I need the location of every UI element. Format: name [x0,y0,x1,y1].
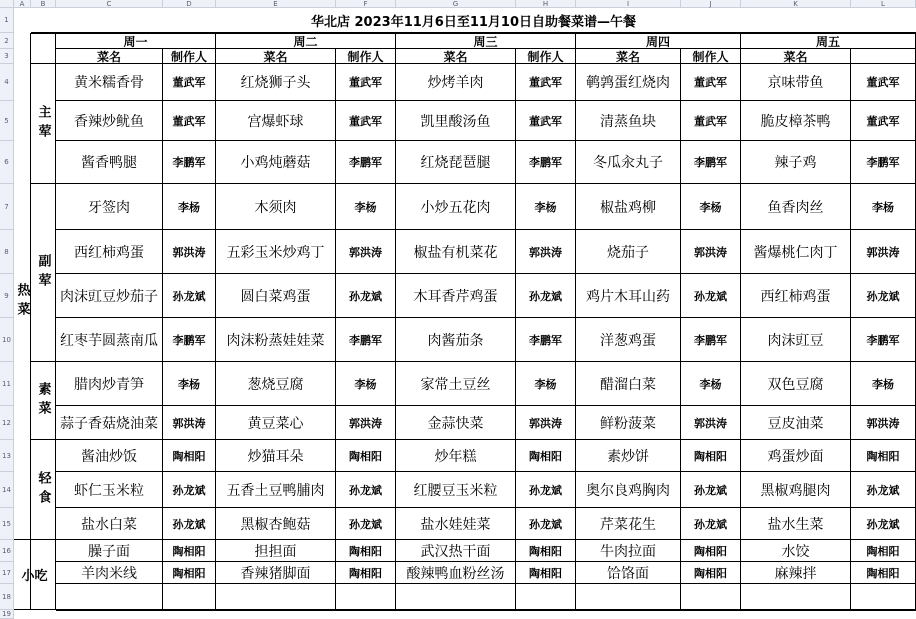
dish-cell[interactable]: 京味带鱼 [741,64,851,101]
dish-cell[interactable]: 西红柿鸡蛋 [56,230,163,274]
maker-cell[interactable]: 陶相阳 [516,540,576,562]
dish-cell[interactable]: 双色豆腐 [741,362,851,406]
maker-cell[interactable]: 李鹏军 [516,141,576,184]
dish-cell[interactable]: 洋葱鸡蛋 [576,318,681,362]
maker-cell[interactable]: 陶相阳 [163,562,216,584]
column-header-E[interactable]: E [216,0,336,8]
cell-row19[interactable] [56,610,163,611]
cell-A2[interactable] [14,33,31,49]
dish-cell[interactable]: 肉沫豇豆炒茄子 [56,274,163,318]
maker-cell[interactable]: 董武军 [851,64,916,101]
maker-cell[interactable]: 陶相阳 [163,440,216,472]
maker-cell[interactable]: 李鹏军 [851,141,916,184]
dish-name-header: 菜名 [396,49,516,64]
maker-cell[interactable]: 李杨 [336,184,396,230]
dish-cell[interactable]: 麻辣拌 [741,562,851,584]
dish-name-header: 菜名 [576,49,681,64]
maker-cell[interactable]: 郭洪涛 [851,406,916,440]
row-header-9[interactable]: 9 [0,274,14,318]
select-all-corner[interactable] [0,0,14,8]
dish-cell[interactable]: 水饺 [741,540,851,562]
dish-cell[interactable]: 小炒五花肉 [396,184,516,230]
maker-cell[interactable]: 孙龙斌 [163,472,216,508]
dish-cell[interactable]: 五彩玉米炒鸡丁 [216,230,336,274]
category-main-meat: 主荤 [31,64,56,184]
dish-cell[interactable]: 金蒜快菜 [396,406,516,440]
dish-cell[interactable] [396,584,516,610]
maker-cell[interactable]: 李杨 [681,184,741,230]
dish-cell[interactable]: 木耳香芹鸡蛋 [396,274,516,318]
dish-cell[interactable]: 红腰豆玉米粒 [396,472,516,508]
dish-cell[interactable]: 红烧琵琶腿 [396,141,516,184]
maker-cell[interactable]: 孙龙斌 [336,472,396,508]
cell-A3[interactable] [14,49,31,64]
maker-cell[interactable]: 郭洪涛 [163,230,216,274]
category-vegetable: 素菜 [31,362,56,440]
column-header-G[interactable]: G [396,0,516,8]
dish-cell[interactable]: 素炒饼 [576,440,681,472]
column-header-B[interactable]: B [31,0,56,8]
category-semi-meat: 副荤 [31,184,56,362]
dish-cell[interactable]: 冬瓜汆丸子 [576,141,681,184]
day-header-2: 周二 [216,33,396,49]
column-header-C[interactable]: C [56,0,163,8]
maker-cell[interactable]: 李鹏军 [336,318,396,362]
dish-cell[interactable]: 奥尔良鸡胸肉 [576,472,681,508]
maker-cell[interactable]: 陶相阳 [851,562,916,584]
dish-cell[interactable]: 葱烧豆腐 [216,362,336,406]
maker-cell[interactable]: 李杨 [516,184,576,230]
dish-cell[interactable]: 蒜子香菇烧油菜 [56,406,163,440]
dish-name-header: 菜名 [56,49,163,64]
maker-cell[interactable]: 董武军 [163,64,216,101]
column-header-J[interactable]: J [681,0,741,8]
maker-cell[interactable]: 李鹏军 [516,318,576,362]
cell-row19[interactable] [216,610,336,611]
dish-cell[interactable]: 西红柿鸡蛋 [741,274,851,318]
maker-cell[interactable]: 陶相阳 [163,540,216,562]
cell-row19[interactable] [681,610,741,611]
maker-cell[interactable]: 李鹏军 [681,318,741,362]
dish-cell[interactable]: 红烧狮子头 [216,64,336,101]
maker-cell[interactable]: 孙龙斌 [516,274,576,318]
dish-cell[interactable]: 香辣猪脚面 [216,562,336,584]
dish-cell[interactable]: 黄豆菜心 [216,406,336,440]
maker-cell[interactable]: 郭洪涛 [681,230,741,274]
maker-cell[interactable]: 郭洪涛 [516,230,576,274]
dish-cell[interactable]: 盐水生菜 [741,508,851,540]
dish-cell[interactable]: 鲜粉菠菜 [576,406,681,440]
maker-cell[interactable]: 董武军 [681,64,741,101]
dish-cell[interactable]: 肉酱茄条 [396,318,516,362]
maker-cell[interactable]: 董武军 [163,101,216,141]
dish-cell[interactable]: 椒盐有机菜花 [396,230,516,274]
dish-cell[interactable]: 香辣炒鱿鱼 [56,101,163,141]
maker-cell[interactable]: 陶相阳 [516,562,576,584]
row-header-5[interactable]: 5 [0,101,14,141]
dish-cell[interactable]: 黑椒杏鲍菇 [216,508,336,540]
cell-B2[interactable] [31,33,56,64]
cell-row19[interactable] [396,610,516,611]
dish-cell[interactable]: 木须肉 [216,184,336,230]
dish-cell[interactable]: 豆皮油菜 [741,406,851,440]
dish-cell[interactable] [741,584,851,610]
maker-cell[interactable]: 陶相阳 [851,440,916,472]
maker-cell[interactable]: 李杨 [516,362,576,406]
dish-cell[interactable]: 烧茄子 [576,230,681,274]
maker-cell[interactable] [516,584,576,610]
row-header-11[interactable]: 11 [0,362,14,406]
cell-row19[interactable] [851,610,916,611]
maker-cell[interactable]: 董武军 [516,64,576,101]
maker-cell[interactable]: 董武军 [336,101,396,141]
dish-cell[interactable]: 炒年糕 [396,440,516,472]
row-header-12[interactable]: 12 [0,406,14,440]
column-header-H[interactable]: H [516,0,576,8]
maker-header: 制作人 [681,49,741,64]
category-hot-dishes: 热菜 [14,64,31,540]
dish-cell[interactable]: 酱油炒饭 [56,440,163,472]
maker-cell[interactable]: 李杨 [163,362,216,406]
dish-cell[interactable] [216,584,336,610]
maker-cell[interactable]: 孙龙斌 [681,274,741,318]
maker-header: 制作人 [516,49,576,64]
maker-cell[interactable]: 孙龙斌 [336,274,396,318]
row-header-3[interactable]: 3 [0,49,14,64]
category-snack: 小吃 [14,540,56,610]
dish-cell[interactable]: 武汉热干面 [396,540,516,562]
column-header-K[interactable]: K [741,0,851,8]
row-header-16[interactable]: 16 [0,540,14,562]
category-light-meal: 轻食 [31,440,56,540]
dish-cell[interactable]: 酱爆桃仁肉丁 [741,230,851,274]
maker-cell[interactable]: 孙龙斌 [336,508,396,540]
maker-cell[interactable]: 李鹏军 [851,318,916,362]
cell-row19[interactable] [516,610,576,611]
dish-cell[interactable]: 酱香鸭腿 [56,141,163,184]
dish-cell[interactable]: 鸡片木耳山药 [576,274,681,318]
maker-cell[interactable]: 陶相阳 [851,540,916,562]
sheet-title: 华北店 2023年11月6日至11月10日自助餐菜谱—午餐 [31,8,916,33]
maker-cell[interactable]: 孙龙斌 [163,508,216,540]
dish-cell[interactable]: 肉沫豇豆 [741,318,851,362]
row-header-6[interactable]: 6 [0,141,14,184]
maker-cell[interactable]: 陶相阳 [336,562,396,584]
maker-cell[interactable]: 郭洪涛 [851,230,916,274]
dish-cell[interactable]: 虾仁玉米粒 [56,472,163,508]
dish-cell[interactable]: 担担面 [216,540,336,562]
dish-cell[interactable]: 辣子鸡 [741,141,851,184]
maker-cell[interactable]: 陶相阳 [516,440,576,472]
column-header-I[interactable]: I [576,0,681,8]
dish-cell[interactable]: 清蒸鱼块 [576,101,681,141]
maker-cell[interactable]: 董武军 [336,64,396,101]
maker-cell[interactable]: 孙龙斌 [851,472,916,508]
dish-cell[interactable]: 酸辣鸭血粉丝汤 [396,562,516,584]
day-header-5: 周五 [741,33,916,49]
dish-cell[interactable]: 饸饹面 [576,562,681,584]
maker-cell[interactable]: 李杨 [851,184,916,230]
maker-cell[interactable]: 李鹏军 [163,318,216,362]
maker-cell[interactable]: 孙龙斌 [851,274,916,318]
maker-header: 制作人 [336,49,396,64]
cell-row19[interactable] [576,610,681,611]
maker-cell[interactable]: 孙龙斌 [681,472,741,508]
maker-cell[interactable]: 孙龙斌 [516,508,576,540]
maker-cell[interactable]: 郭洪涛 [336,230,396,274]
dish-cell[interactable]: 五香土豆鸭脯肉 [216,472,336,508]
maker-cell[interactable]: 李鹏军 [336,141,396,184]
dish-cell[interactable]: 鱼香肉丝 [741,184,851,230]
maker-cell[interactable]: 孙龙斌 [163,274,216,318]
dish-cell[interactable]: 芹菜花生 [576,508,681,540]
dish-cell[interactable]: 凯里酸汤鱼 [396,101,516,141]
dish-cell[interactable]: 炒烤羊肉 [396,64,516,101]
row-header-1[interactable]: 1 [0,8,14,33]
dish-cell[interactable]: 小鸡炖蘑菇 [216,141,336,184]
cell-A1[interactable] [14,8,31,33]
maker-cell[interactable]: 孙龙斌 [681,508,741,540]
dish-cell[interactable]: 羊肉米线 [56,562,163,584]
row-header-8[interactable]: 8 [0,230,14,274]
dish-cell[interactable]: 黑椒鸡腿肉 [741,472,851,508]
dish-cell[interactable] [56,584,163,610]
maker-cell[interactable]: 陶相阳 [336,440,396,472]
column-header-A[interactable]: A [14,0,31,8]
dish-cell[interactable]: 黄米糯香骨 [56,64,163,101]
maker-cell[interactable]: 李杨 [681,362,741,406]
dish-cell[interactable]: 臊子面 [56,540,163,562]
maker-cell[interactable]: 董武军 [681,101,741,141]
row-header-15[interactable]: 15 [0,508,14,540]
maker-cell[interactable] [681,584,741,610]
dish-cell[interactable]: 宫爆虾球 [216,101,336,141]
dish-name-header: 菜名 [741,49,851,64]
dish-cell[interactable]: 椒盐鸡柳 [576,184,681,230]
maker-cell[interactable]: 董武军 [516,101,576,141]
maker-cell[interactable]: 李鹏军 [681,141,741,184]
maker-cell[interactable]: 陶相阳 [681,562,741,584]
dish-cell[interactable]: 炒猫耳朵 [216,440,336,472]
row-header-19[interactable]: 19 [0,610,14,619]
dish-cell[interactable]: 牙签肉 [56,184,163,230]
maker-cell[interactable] [851,584,916,610]
maker-cell[interactable]: 陶相阳 [681,440,741,472]
maker-cell[interactable]: 孙龙斌 [516,472,576,508]
dish-cell[interactable]: 腊肉炒青笋 [56,362,163,406]
day-header-4: 周四 [576,33,741,49]
maker-cell[interactable]: 李鹏军 [163,141,216,184]
cell-row19[interactable] [741,610,851,611]
column-header-D[interactable]: D [163,0,216,8]
maker-cell[interactable]: 陶相阳 [336,540,396,562]
day-header-3: 周三 [396,33,576,49]
dish-cell[interactable]: 家常土豆丝 [396,362,516,406]
row-header-13[interactable]: 13 [0,440,14,472]
dish-cell[interactable]: 鸡蛋炒面 [741,440,851,472]
dish-cell[interactable]: 盐水娃娃菜 [396,508,516,540]
column-header-F[interactable]: F [336,0,396,8]
maker-cell[interactable]: 郭洪涛 [163,406,216,440]
maker-cell[interactable]: 郭洪涛 [336,406,396,440]
row-header-4[interactable]: 4 [0,64,14,101]
dish-cell[interactable]: 鹌鹑蛋红烧肉 [576,64,681,101]
maker-cell[interactable]: 郭洪涛 [516,406,576,440]
dish-cell[interactable]: 肉沫粉蒸娃娃菜 [216,318,336,362]
maker-header-empty[interactable] [851,49,916,64]
row-header-14[interactable]: 14 [0,472,14,508]
cell-row19[interactable] [163,610,216,611]
maker-cell[interactable]: 李杨 [851,362,916,406]
maker-cell[interactable]: 孙龙斌 [851,508,916,540]
row-header-18[interactable]: 18 [0,584,14,610]
row-header-17[interactable]: 17 [0,562,14,584]
dish-cell[interactable] [576,584,681,610]
maker-cell[interactable]: 董武军 [851,101,916,141]
maker-cell[interactable]: 郭洪涛 [681,406,741,440]
maker-cell[interactable]: 李杨 [163,184,216,230]
cell-row19[interactable] [336,610,396,611]
row-header-10[interactable]: 10 [0,318,14,362]
dish-name-header: 菜名 [216,49,336,64]
dish-cell[interactable]: 红枣芋圆蒸南瓜 [56,318,163,362]
column-header-L[interactable]: L [851,0,916,8]
dish-cell[interactable]: 圆白菜鸡蛋 [216,274,336,318]
maker-cell[interactable] [163,584,216,610]
maker-cell[interactable]: 陶相阳 [681,540,741,562]
dish-cell[interactable]: 牛肉拉面 [576,540,681,562]
row-header-2[interactable]: 2 [0,33,14,49]
row-header-7[interactable]: 7 [0,184,14,230]
day-header-1: 周一 [56,33,216,49]
dish-cell[interactable]: 盐水白菜 [56,508,163,540]
maker-cell[interactable] [336,584,396,610]
maker-cell[interactable]: 李杨 [336,362,396,406]
dish-cell[interactable]: 醋溜白菜 [576,362,681,406]
dish-cell[interactable]: 脆皮樟茶鸭 [741,101,851,141]
maker-header: 制作人 [163,49,216,64]
